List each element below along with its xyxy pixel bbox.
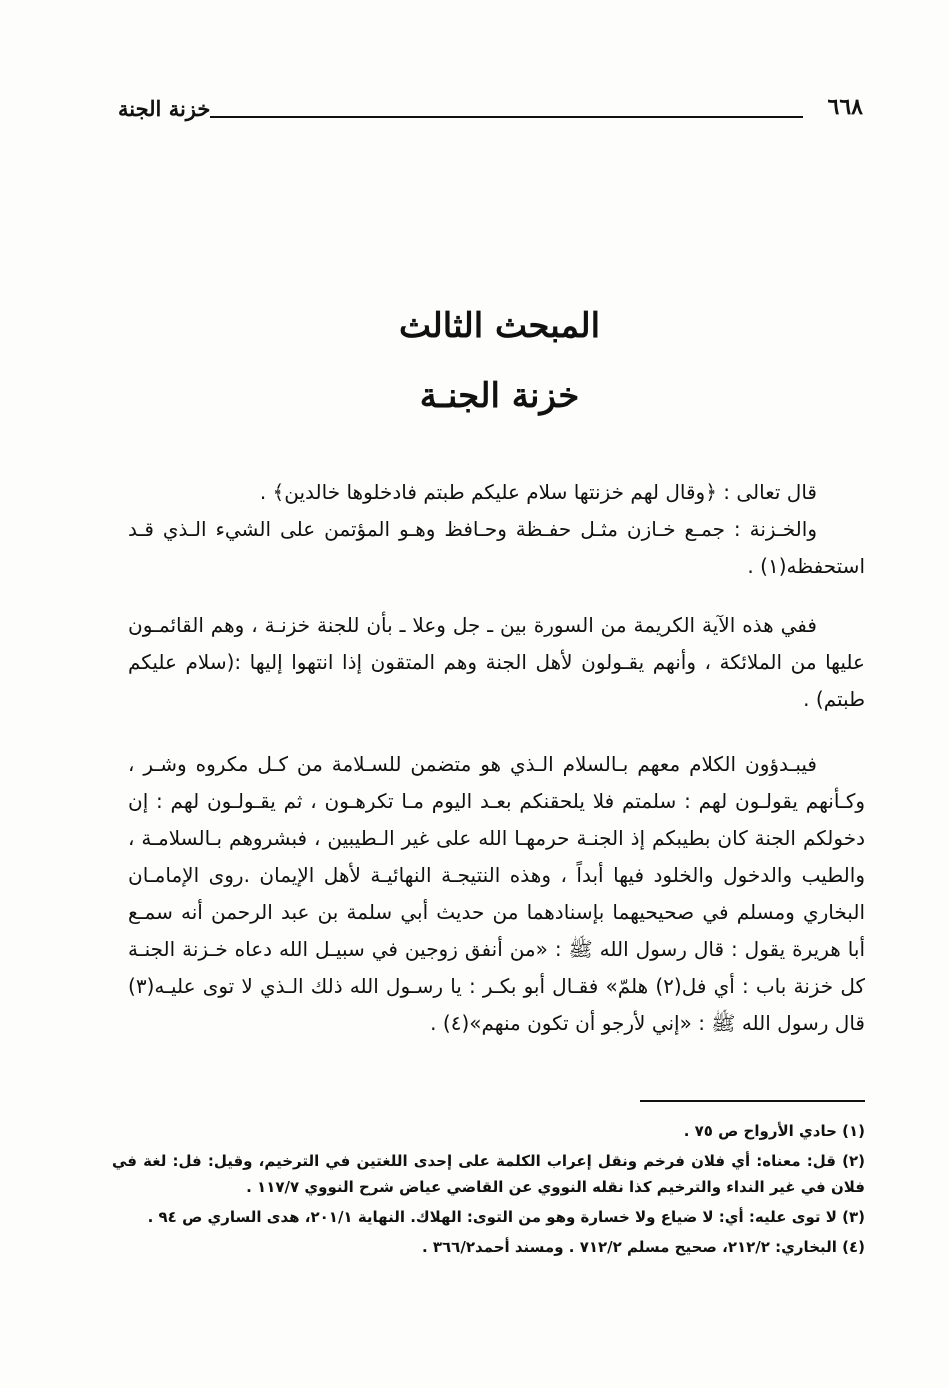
footnote-1: (١) حادي الأرواح ص ٧٥ .: [683, 1122, 865, 1140]
paragraph-definition: والخـزنة : جمـع خـازن مثـل حفـظة وحـافظ وهـو المؤتمن على الشيء الـذي قـد استحفظه(١) .: [128, 517, 865, 578]
section-title: خزنة الجنـة: [419, 376, 580, 416]
paragraph-verse: قال تعالى : ﴿وقال لهم خزنتها سلام عليكم طبتم فادخلوها خالدين﴾ .: [259, 480, 817, 504]
paragraph-hadith: فيبـدؤون الكلام معهم بـالسلام الـذي هو متضمن للسـلامة من كـل مكروه وشـر ، وكـأنهم يقولـون لهم : سلمتم فلا يلحقنكم بعـد اليوم مـا تكرهـون ، ثم يقـولـون لهم : إن دخولكم الجنة كان بطيبكم إذ الجنـة حرمهـا الله على غير الـطيبين ، فبشروهم بـالسلامـة ، والطيب والدخول والخلود فيها أبداً ، وهذه النتيجـة النهائيـة لأهل الإيمان .روى الإمامـان البخاري ومسلم في صحيحيهما بإسنادهما من حديث أبي سلمة بن عبد الرحمن أنه سمـع أبا هريرة يقول : قال رسول الله ﷺ : «من أنفق زوجين في سبيـل الله دعاه خـزنة الجنـة كل خزنة باب : أي فل(٢) هلمّ» فقـال أبو بكـر : يا رسـول الله ذلك الـذي لا توى عليـه(٣) قال رسول الله ﷺ : «إني لأرجو أن تكون منهم»(٤) .: [128, 752, 865, 1035]
page-number: ٦٦٨: [827, 94, 863, 120]
footnote-2: (٢) قل: معناه: أي فلان فرخم ونقل إعراب الكلمة على إحدى اللغتين في الترخيم، وقيل: فل: لغة في فلان في غير النداء والترخيم كذا نقله النووي عن القاضي عياض شرح النووي ١١٧/٧ .: [112, 1152, 865, 1196]
paragraph-explanation: ففي هذه الآية الكريمة من السورة بين ـ جل وعلا ـ بأن للجنة خزنـة ، وهم القائمـون عليها من الملائكة ، وأنهم يقـولون لأهل الجنة وهم المتقون إذا انتهوا إليها :(سلام عليكم طبتم) .: [128, 613, 865, 711]
page-header: [118, 94, 863, 130]
footnote-3: (٣) لا توى عليه: أي: لا ضياع ولا خسارة وهو من التوى: الهلاك. النهاية ٢٠١/١، هدى الساري ص ٩٤ .: [147, 1208, 865, 1226]
header-rule: [210, 116, 803, 118]
footnote-4: (٤) البخاري: ٢١٢/٢، صحيح مسلم ٧١٢/٢ . ومسند أحمد٣٦٦/٢ .: [421, 1238, 865, 1256]
chapter-title: المبحث الثالث: [398, 306, 601, 346]
body-text: [128, 474, 865, 1042]
running-title: خزنة الجنة: [118, 96, 211, 121]
footnotes: [112, 1118, 865, 1264]
footnote-rule: [640, 1100, 865, 1102]
